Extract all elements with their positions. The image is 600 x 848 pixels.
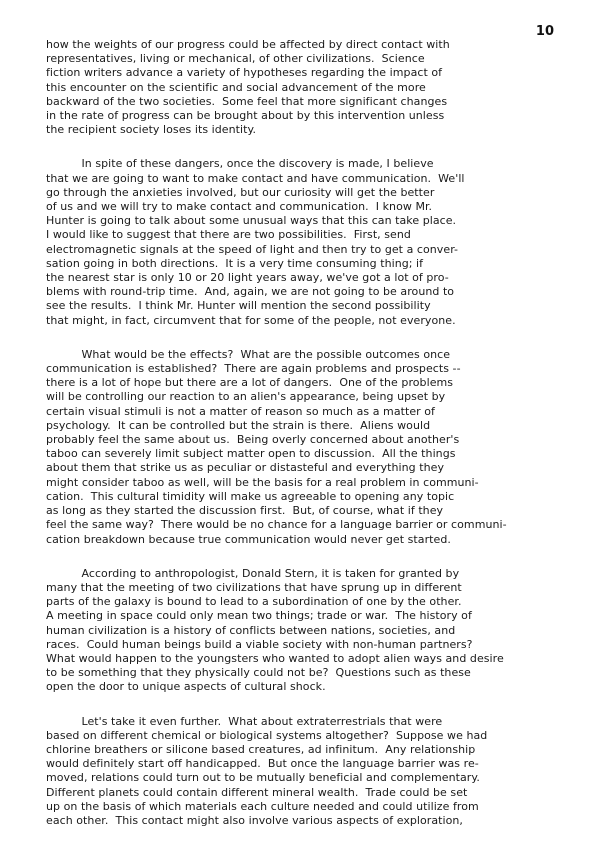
text-line: What would be the effects? What are the possible outcomes once [46, 347, 451, 361]
paragraph [46, 567, 566, 695]
paragraph [46, 715, 566, 829]
paragraph [46, 38, 566, 137]
text-line: backward of the two societies. Some feel that more significant changes [46, 94, 448, 108]
text-line: to be something that they physically could not be? Questions such as these [46, 666, 471, 680]
text-line: representatives, living or mechanical, of other civilizations. Science [46, 52, 425, 66]
text-line: electromagnetic signals at the speed of light and then try to get a conver- [46, 242, 459, 256]
text-line: that we are going to want to make contact and have communication. We'll [46, 171, 465, 185]
text-line: each other. This contact might also involve various aspects of exploration, [46, 813, 463, 827]
text-line: moved, relations could turn out to be mutually beneficial and complementary. [46, 771, 480, 785]
paragraph [46, 157, 566, 327]
text-line: human civilization is a history of conflicts between nations, societies, and [46, 623, 456, 637]
text-line: the recipient society loses its identity. [46, 123, 256, 137]
text-line: how the weights of our progress could be affected by direct contact with [46, 38, 450, 51]
text-line: in the rate of progress can be brought about by this intervention unless [46, 109, 445, 123]
text-line: this encounter on the scientific and social advancement of the more [46, 80, 426, 94]
text-line: open the door to unique aspects of cultural shock. [46, 680, 326, 694]
text-line: Different planets could contain different mineral wealth. Trade could be set [46, 785, 468, 799]
text-line: feel the same way? There would be no chance for a language barrier or communi- [46, 518, 507, 532]
text-line: According to anthropologist, Donald Stern, it is taken for granted by [46, 566, 460, 580]
text-line: Let's take it even further. What about extraterrestrials that were [46, 714, 443, 728]
page-number: 10 [535, 24, 554, 39]
text-line: A meeting in space could only mean two things; trade or war. The history of [46, 609, 472, 623]
text-line: certain visual stimuli is not a matter of reason so much as a matter of [46, 404, 435, 418]
text-line: that might, in fact, circumvent that for some of the people, not everyone. [46, 313, 456, 327]
text-line: What would happen to the youngsters who wanted to adopt alien ways and desire [46, 651, 504, 665]
text-line: psychology. It can be controlled but the strain is there. Aliens would [46, 418, 431, 432]
text-line: parts of the galaxy is bound to lead to a subordination of one by the other. [46, 595, 462, 609]
text-line: based on different chemical or biological systems altogether? Suppose we had [46, 728, 488, 742]
text-line: races. Could human beings build a viable society with non-human partners? [46, 637, 473, 651]
text-line: cation breakdown because true communication would never get started. [46, 532, 451, 546]
text-line: up on the basis of which materials each culture needed and could utilize from [46, 799, 479, 813]
text-line: communication is established? There are again problems and prospects -- [46, 362, 461, 376]
text-line: see the results. I think Mr. Hunter will mention the second possibility [46, 299, 431, 313]
text-line: will be controlling our reaction to an alien's appearance, being upset by [46, 390, 446, 404]
text-line: Hunter is going to talk about some unusual ways that this can take place. [46, 214, 457, 228]
text-line: of us and we will try to make contact and communication. I know Mr. [46, 200, 433, 214]
text-line: might consider taboo as well, will be the basis for a real problem in communi- [46, 475, 479, 489]
text-line: taboo can severely limit subject matter open to discussion. All the things [46, 447, 456, 461]
text-line: I would like to suggest that there are two possibilities. First, send [46, 228, 411, 242]
text-line: go through the anxieties involved, but our curiosity will get the better [46, 185, 435, 199]
text-line: about them that strike us as peculiar or distasteful and everything they [46, 461, 445, 475]
text-line: fiction writers advance a variety of hypotheses regarding the impact of [46, 66, 443, 80]
paragraph [46, 348, 566, 547]
text-line: there is a lot of hope but there are a lot of dangers. One of the problems [46, 376, 454, 390]
text-line: cation. This cultural timidity will make us agreeable to opening any topic [46, 489, 455, 503]
text-line: chlorine breathers or silicone based creatures, ad infinitum. Any relationship [46, 742, 476, 756]
text-line: many that the meeting of two civilizations that have sprung up in different [46, 580, 462, 594]
text-line: as long as they started the discussion first. But, of course, what if they [46, 504, 444, 518]
text-line: sation going in both directions. It is a very time consuming thing; if [46, 256, 424, 270]
body-text [46, 38, 566, 848]
text-line: In spite of these dangers, once the discovery is made, I believe [46, 157, 434, 171]
text-line: probably feel the same about us. Being overly concerned about another's [46, 433, 460, 447]
text-line: the nearest star is only 10 or 20 light years away, we've got a lot of pro- [46, 271, 449, 285]
text-line: blems with round-trip time. And, again, we are not going to be around to [46, 285, 455, 299]
text-line: would definitely start off handicapped. But once the language barrier was re- [46, 757, 479, 771]
